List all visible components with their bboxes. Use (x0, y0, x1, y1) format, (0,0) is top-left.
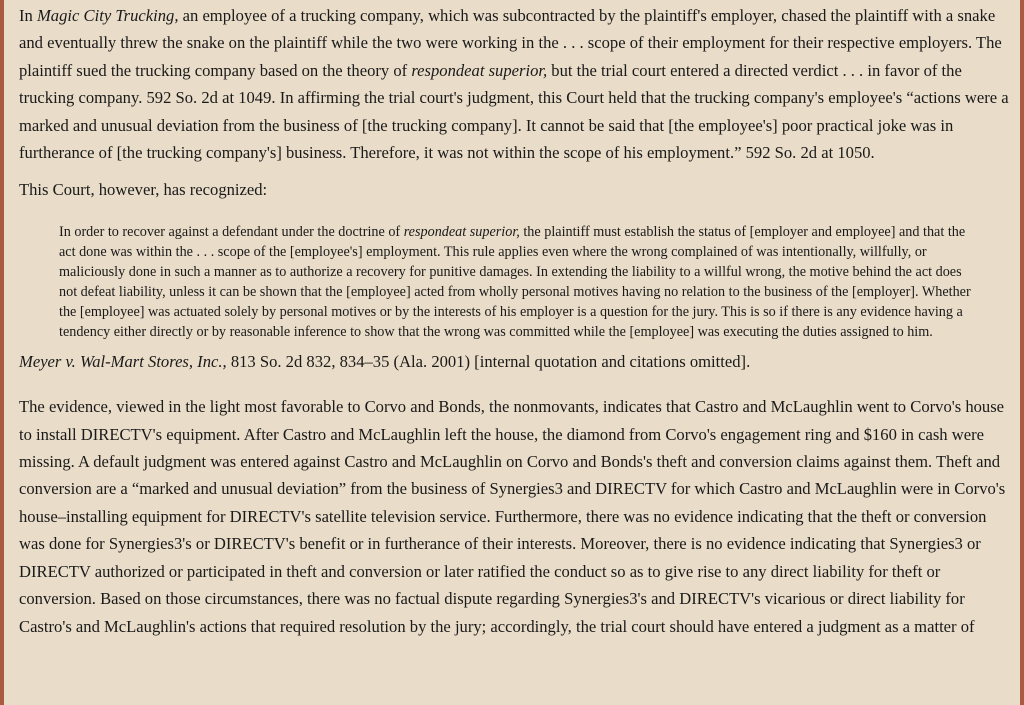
case-name: Meyer v. Wal-Mart Stores, Inc., (19, 351, 227, 371)
quote-text: In order to recover against a defendant under the doctrine of (59, 223, 404, 240)
left-border (0, 0, 4, 705)
paragraph-evidence: The evidence, viewed in the light most favorable to Corvo and Bonds, the nonmovants, indicates that Castro and McLaughlin went to Corvo's house to install DIRECTV's equipment. After Castro and McLaughlin left the house, the diamond from Corvo's engagement ring and $160 in cash were missing. A default judgment was entered against Castro and McLaughlin on Corvo and Bonds's theft and conversion claims against them. Theft and conversion are a “marked and unusual deviation” from the business of Synergies3 and DIRECTV for which Castro and McLaughlin were in Corvo's house–installing equipment for DIRECTV's satellite television service. Furthermore, there was no evidence indicating that the theft or conversion was done for Synergies3's or DIRECTV's benefit or in furtherance of their interests. Moreover, there is no evidence indicating that Synergies3 or DIRECTV authorized or participated in theft and conversion or later ratified the conduct so as to give rise to any direct liability for theft or conversion. Based on those circumstances, there was no factual dispute regarding Synergies3's and DIRECTV's vicarious or direct liability for Castro's and McLaughlin's actions that required resolution by the jury; accordingly, the trial court should have entered a judgment as a matter of (19, 397, 1006, 636)
paragraph-text: but the trial court entered a directed verdict . . . in favor of the trucking company. 592 So. 2d at 1049. In affirming the trial court's judgment, this Court held that the trucking company's employee's “actions were a marked and unusual deviation from the business of [the trucking company]. It cannot be said that [the employee's] poor practical joke was in furtherance of [the trucking company's] business. Therefore, it was not within the scope of his employment.” 592 So. 2d at 1050. (19, 60, 1009, 163)
case-name: Magic City Trucking, (36, 6, 179, 25)
citation-text: 813 So. 2d 832, 834–35 (Ala. 2001) [internal quotation and citations omitted]. (226, 351, 751, 371)
block-quote (59, 222, 977, 342)
paragraph-text: an employee of a trucking company, which was subcontracted by the plaintiff's employer, chased the plaintiff with a snake and eventually threw the snake on the plaintiff while the two were working in the . . . scope of their employment for their respective employers. The plaintiff sued the trucking company based on the theory of (19, 6, 1002, 80)
paragraph-recognized: This Court, however, has recognized: (19, 180, 268, 200)
doctrine-term: respondeat superior, (411, 60, 548, 80)
paragraph-text: In (19, 6, 37, 25)
doctrine-term: respondeat superior, (403, 223, 520, 240)
citation (19, 348, 1009, 375)
quote-text: the plaintiff must establish the status of [employer and employee] and that the act done was within the . . . scope of the [employee's] employment. This rule applies even where the wrong complained of was intentionally, willfully, or maliciously done in such a manner as to authorize a recovery for punitive damages. In extending the liability to a willful wrong, the motive behind the act does not defeat liability, unless it can be shown that the [employee] acted from wholly personal motives having no relation to the business of the [employer]. Whether the [employee] was actuated solely by personal motives or by the interests of his employer is a question for the jury. This is so if there is any evidence having a tendency either directly or by reasonable inference to show that the wrong was committed while the [employee] was executing the duties assigned to him. (59, 223, 971, 340)
right-border (1020, 0, 1024, 705)
paragraph-magic-city (19, 2, 1009, 166)
document-body (19, 2, 1009, 640)
